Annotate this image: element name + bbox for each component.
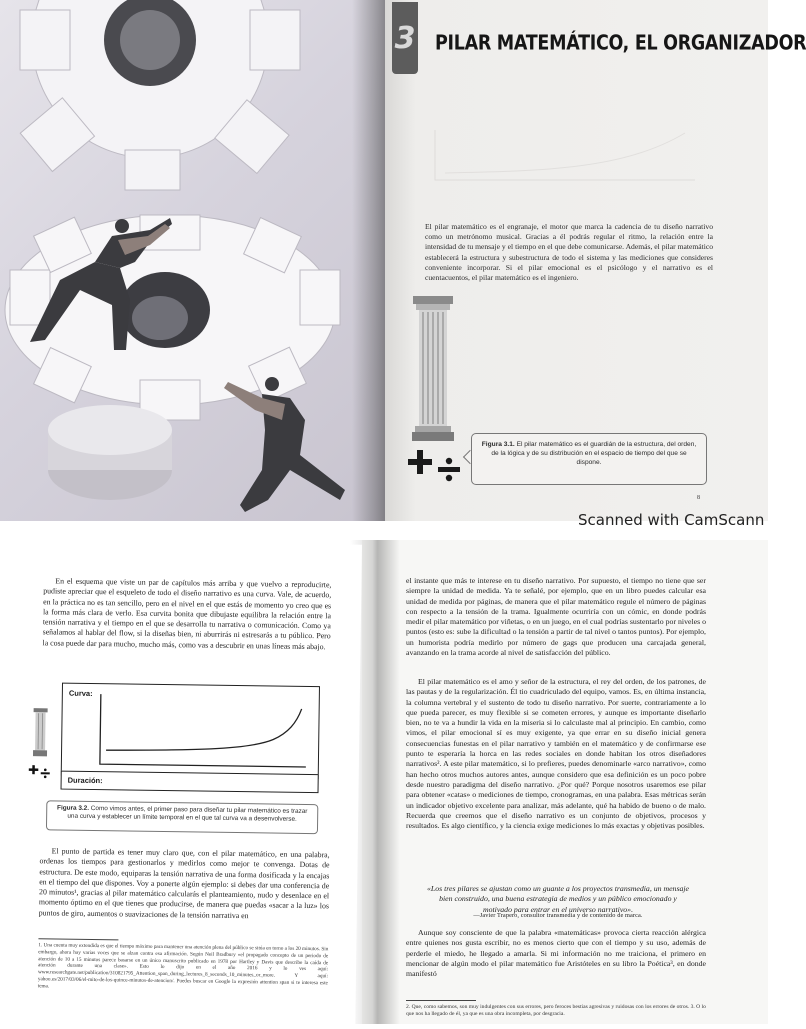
curve-diagram-frame (61, 683, 320, 780)
small-plus-divide-icon (29, 764, 51, 780)
bottom-left-page (15, 540, 362, 1029)
left-footnote: 1. Una cuenta muy extendida es que el tiempo máximo para mantener una atención plena del público se sitúa en torno a los 20 minutos. Sin embargo, ahora hay varias voces que se alzan contra esa afirmación. Según Neil Bradbury «el propagado concepto de un periodo de atención de 10 a 15 minutos parece basarse en un único manuscrito publicado en 1978 por Hartley y Davis que describe la caída de atención durante una clase». Esto lo dijo en el año 2016 y lo ves aquí: www.researchgate.net/publication/310821795_Attention_span_during_lectures_8_seconds_10_minutes_or_more. Y aquí: yahoo.es/2017/03/06/el-mito-de-los-quince-minutos-de-atencion/. Puedes buscar en Google la expresión attention span si te interesa este tema. (37, 942, 329, 990)
tension-curve-chart (98, 692, 309, 771)
epigraph-quote: «Los tres pilares se ajustan como un guante a los proyectos transmedia, un mensaje bien construido, una buena estrategia de medios y un público emocionado y motivado para entrar en el universo narrativo». (426, 884, 690, 914)
bottom-book-spread (0, 540, 768, 1024)
curve-axes (100, 694, 307, 767)
chapter-number-badge (392, 2, 418, 74)
right-footnotes: 2. Que, como sabemos, son muy indulgentes con sus errores, pero feroces bestias agresivas y ruidosas con los errores de otros. 3. O lo que nos ha llegado de él, ya que es una obra incompleta, por desgracia. (406, 1004, 706, 1017)
footnote-divider (38, 938, 118, 940)
tension-curve-line (106, 706, 302, 753)
epigraph-attribution: —Javier Trapero, consultor transmedia y de contenido de marca. (473, 912, 643, 919)
chapter-intro-paragraph: El pilar matemático es el engranaje, el motor que marca la cadencia de tu diseño narrativo como un metrónomo musical. Gracias a él podrás regular el ritmo, la relación entre la intensidad de tu mensaje y el tiempo en el que debe comunicarse. Además, el pilar matemático establecerá la estructura y subestructura de todo el sistema y las mediciones que consideres conveniente incorporar. Si el pilar emocional es el psicólogo y el narrativo es el cuentacuentos, el pilar matemático es el ingeniero. (425, 222, 713, 283)
figure-3-1-caption (471, 433, 707, 485)
right-paragraph-1: el instante que más te interese en tu diseño narrativo. Por supuesto, el tiempo no tiene que ser siempre la unidad de medida. Ya te señalé, por ejemplo, que en un libro puedes calcular esa unidad de medida por páginas, de manera que el pilar matemático regule el número de páginas con respecto a la tensión de la trama. Igualmente ocurriría con un cómic, en donde podrás medir el pilar matemático por viñetas, o en un juego, en el cual podrías sustentarlo por niveles o puntos (esto es: sube la dificultad o la tensión a partir de tal nivel o tantos puntos). Por ejemplo, un humorista podría medirlo por número de gags que producen una carcajada general, avanzando en la trama acorde al nivel de satisfacción del público. (406, 576, 706, 658)
scanner-watermark: Scanned with CamScann (578, 511, 765, 529)
right-paragraph-3: Aunque soy consciente de que la palabra «matemáticas» provoca cierta reacción alérgica entre quienes nos gusta escribir, no es menos cierto que con el tiempo y su uso, además de perderle el miedo, he llegado a amarla. Si mi información no me traiciona, el primero en mencionar de algún modo el pilar matemático fue Aristóteles en su libro la Poética³, en donde manifestó (406, 928, 706, 979)
figure-3-2-caption (46, 800, 318, 834)
curve-label: Curva: (68, 688, 93, 699)
figure-caption-text: Como vimos antes, el primer paso para diseñar tu pilar matemático es trazar una curva y establecer un límite temporal en el que tal curva va a desenvolverse. (67, 804, 308, 824)
duration-label: Duración: (67, 775, 103, 786)
small-column-pillar-icon (33, 708, 48, 756)
chapter-opening-page (385, 0, 806, 521)
gears-illustration (0, 0, 385, 521)
footnote-divider (406, 1000, 476, 1001)
gears-and-figures-drawing (0, 0, 385, 521)
duration-bar (61, 771, 319, 794)
left-paragraph-1: En el esquema que viste un par de capítulos más arriba y que vuelvo a reproducirte, pudiste apreciar que el esqueleto de todo el diseño narrativo es una curva. Vale, de acuerdo, en la práctica no es tan sencillo, pero en el nivel en el que estás de momento yo creo que es la forma más clara de verlo. Esa curvita bonita que dibujaste equilibra la relación entre la tensión narrativa y el tiempo en el que se desarrolla tu narrativa o comunicación. Como ya señalamos al hablar del flow, si la diseñas bien, ni aburrirás ni estresarás a tu público. Pero la cosa puede dar para mucho, mucho más, como vas a descubrir en unas líneas más abajo. (42, 576, 332, 652)
figure-label: Figura 3.1. (481, 441, 515, 448)
left-paragraph-2: El punto de partida es tener muy claro que, con el pilar matemático, en una palabra, ordenas los tiempos para gestionarlos y medirlos como mejor te convenga. Dotas de estructura. De este modo, equiparas la tensión narrativa de una forma dosificada y la encajas en el tiempo del que dispones. Voy a ponerte algún ejemplo: si debes dar una conferencia de 20 minutos¹, gracias al pilar matemático calcularás el planteamiento, nudo y desenlace en el momento óptimo en el que tienes que producirse, de manera que puedas «sacar a la luz» los puntos de giro, aumentos o suavizaciones de la tensión narrativa en (38, 846, 330, 920)
page-number: 8 (697, 495, 700, 501)
bottom-right-page (362, 540, 768, 1024)
right-paragraph-2: El pilar matemático es el amo y señor de la estructura, el rey del orden, de los patrones, de las pautas y de la regularización. Él tio cuadriculado del equipo, vamos. Es, en última instancia, la columna vertebral y el sustento de todo tu diseño narrativo. Por suerte, contrariamente a lo que pueda parecer, es muy flexible si se cometen errores, y aunque es importante diseñarlo bien, no te va a hundir la vida en la miseria si lo calculaste mal al principio. En cambio, como vimos, el pilar emocional sí es muy exigente, ya que errar en su diseño inicial genera consecuencias funestas en el pilar narrativo y también en el matemático y de confirmarse ese punto te esperaría la horca en las redes sociales en donde habitan los otros diseñadores narrativos². A este pilar matemático, si lo prefieres, puedes denominarle «arco narrativo», como han hecho otros muchos autores antes, aunque considero que esa definición es un poco pobre desde nuestro paradigma del diseño narrativo. ¿Por qué? Porque nosotros usaremos ese pilar para obtener «catas» o mediciones de tiempo, cronogramas, en una palabra. Esas métricas serán un indicador objetivo excelente para analizar, más adelante, qué ha habido de bueno o de malo. Recuerda que creemos que el diseño narrativo es un conjunto de objetivos, procesos y resultados. Es algo científico, y la ciencia exige mediciones lo más exactas y objetivas posibles. (406, 677, 706, 831)
chapter-number: 3 (394, 20, 416, 56)
faint-bleed-through-curve (425, 125, 705, 185)
chapter-title: PILAR MATEMÁTICO, EL ORGANIZADOR (435, 32, 806, 55)
figure-caption-text: El pilar matemático es el guardián de la estructura, del orden, de la lógica y de su distribución en el espacio de tiempo del que se dispone. (491, 441, 697, 466)
figure-label: Figura 3.2. (57, 804, 90, 812)
plus-divide-icon (407, 448, 463, 488)
column-pillar-icon (411, 296, 455, 441)
